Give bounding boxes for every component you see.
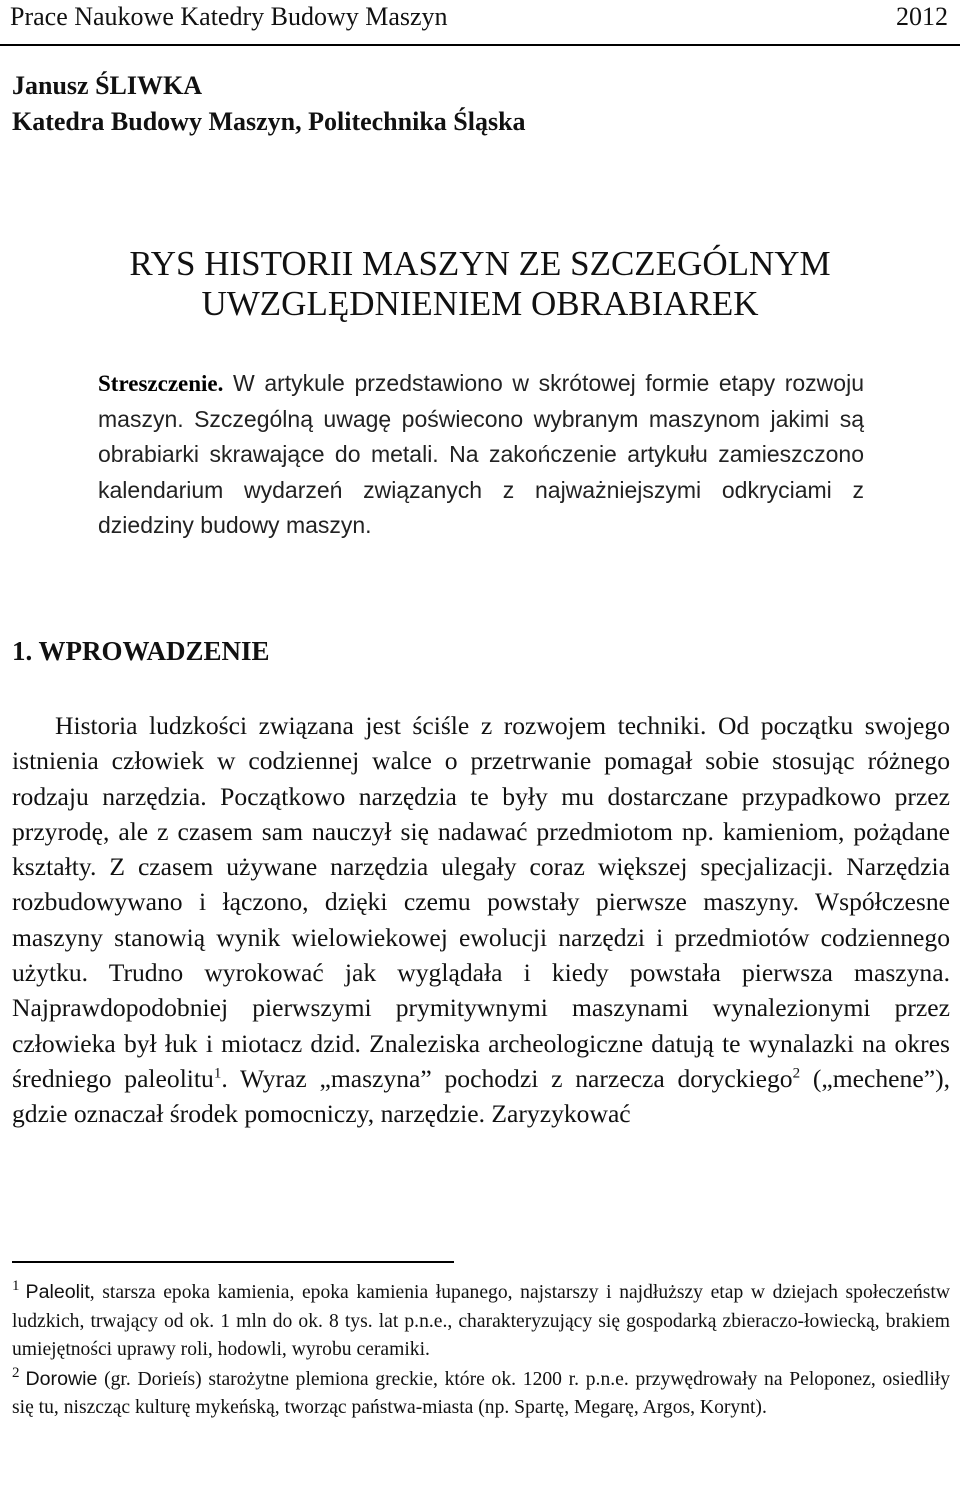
article-title (0, 244, 960, 324)
section-heading: 1. WPROWADZENIE (12, 636, 270, 666)
footnote-ref-1: 1 (213, 1065, 222, 1082)
title-line-1: RYS HISTORII MASZYN ZE SZCZEGÓLNYM (129, 244, 831, 283)
footnote-separator (12, 1261, 454, 1263)
title-line-2: UWZGLĘDNIENIEM OBRABIAREK (201, 284, 759, 323)
abstract-label: Streszczenie. (98, 371, 224, 396)
journal-title: Prace Naukowe Katedry Budowy Maszyn (10, 2, 448, 31)
footnote-2 (12, 1365, 950, 1423)
body-paragraph (12, 708, 950, 1132)
body-text (12, 708, 950, 1132)
author-name: Janusz ŚLIWKA (12, 71, 202, 100)
body-part-1: Historia ludzkości związana jest ściśle z rozwojem techniki. Od początku swojego istnienia człowiek w codziennej walce o przetrwanie pomagał sobie stosując różnego rodzaju narzędzia. Początkowo narzędzia te były mu dostarczane przypadkowo przez przyrodę, ale z czasem sam nauczył się nadawać przedmiotom np. kamieniom, pożądane kształty. Z czasem używane narzędzia ulegały coraz większej specjalizacji. Narzędzia rozbudowywano i łączono, dzięki czemu powstały pierwsze maszyny. Współczesne maszyny stanowią wynik wielowiekowej ewolucji narzędzi i przedmiotów codziennego użytku. Trudno wyrokować jak wyglądała i kiedy powstała pierwsza maszyna. Najprawdopodobniej pierwszymi prymitywnymi maszynami wynalezionymi przez człowieka był łuk i miotacz dzid. Znaleziska archeologiczne datują te wynalazki na okres średniego paleolitu (12, 711, 950, 1093)
footnote-1-mark: 1 (12, 1278, 20, 1294)
footnote-2-label: Dorowie (25, 1367, 98, 1390)
author-block (12, 68, 526, 140)
footnote-1-text: , starsza epoka kamienia, epoka kamienia łupanego, najstarszy i najdłuższy etap w dziejach społeczeństw ludzkich, trwający od ok. 1 mln do ok. 8 tys. lat p.n.e., charakteryzujący się gospodarką zbieraczo-łowiecką, brakiem umiejętności uprawy roli, hodowli, wyrobu ceramiki. (12, 1282, 950, 1361)
footnote-2-mark: 2 (12, 1364, 20, 1381)
abstract (98, 366, 864, 544)
footnote-2-text: (gr. Dorieís) starożytne plemiona greckie, które ok. 1200 r. p.n.e. przywędrowały na Peloponez, osiedliły się tu, niszcząc kulturę mykeńską, tworząc państwa-miasta (np. Spartę, Megarę, Argos, Korynt). (12, 1368, 950, 1419)
publication-year: 2012 (896, 2, 948, 31)
footnote-1-label: Paleolit (25, 1281, 90, 1303)
running-header (0, 0, 960, 46)
footnote-ref-2: 2 (792, 1065, 801, 1082)
footnotes (12, 1278, 950, 1423)
abstract-text: W artykule przedstawiono w skrótowej formie etapy rozwoju maszyn. Szczególną uwagę poświecono wybranym maszynom jakimi są obrabiarki skrawające do metali. Na zakończenie artykułu zamieszczono kalendarium wydarzeń związanych z najważniejszymi odkryciami z dziedziny budowy maszyn. (98, 370, 864, 538)
body-part-2: . Wyraz „maszyna” pochodzi z narzecza doryckiego (221, 1063, 793, 1093)
author-affiliation: Katedra Budowy Maszyn, Politechnika Śląska (12, 107, 526, 136)
footnote-1 (12, 1278, 950, 1365)
body-part-3: („mechene”), gdzie oznaczał środek pomocniczy, narzędzie. Zaryzykować (12, 1063, 950, 1129)
